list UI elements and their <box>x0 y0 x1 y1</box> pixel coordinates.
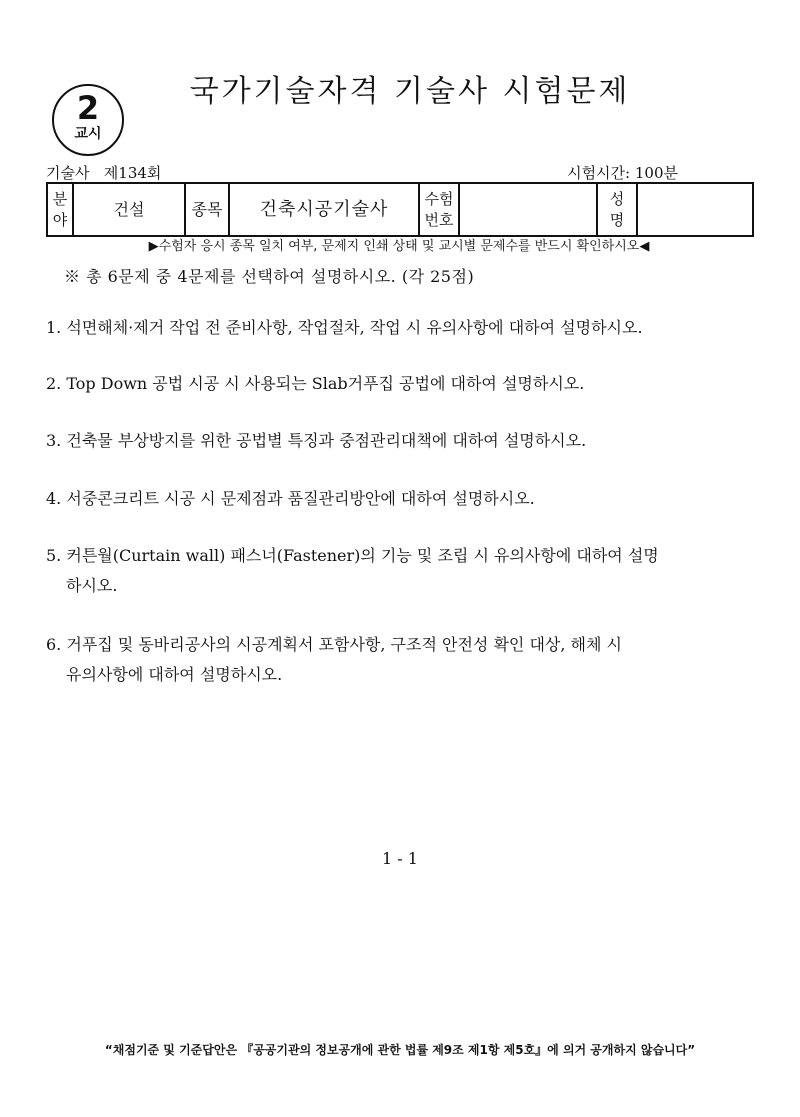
question-3 <box>46 426 752 456</box>
question-number: 4. <box>46 489 62 508</box>
notice-banner: ▶수험자 응시 종목 일치 여부, 문제지 인쇄 상태 및 교시별 문제수를 반드시 확인하시오◀ <box>148 239 650 254</box>
question-text-continued: 하시오. <box>66 576 118 595</box>
instruction: ※ 총 6문제 중 4문제를 선택하여 설명하시오. (각 25점) <box>64 267 475 286</box>
category-value: 건축시공기술사 <box>229 183 419 236</box>
name-field[interactable] <box>637 183 753 236</box>
question-1 <box>46 313 752 343</box>
question-4 <box>46 484 752 514</box>
field-value: 건설 <box>73 183 185 236</box>
name-label: 성 명 <box>597 183 637 236</box>
question-number: 2. <box>46 374 62 393</box>
question-text: 서중콘크리트 시공 시 문제점과 품질관리방안에 대하여 설명하시오. <box>66 489 535 508</box>
exam-time <box>567 163 678 183</box>
question-text: 건축물 부상방지를 위한 공법별 특징과 중점관리대책에 대하여 설명하시오. <box>66 431 587 450</box>
exam-time-label: 시험시간: <box>567 164 631 182</box>
question-text: 커튼월(Curtain wall) 패스너(Fastener)의 기능 및 조립 시 유의사항에 대하여 설명 <box>66 546 659 565</box>
field-label: 분 야 <box>47 183 73 236</box>
page-title: 국가기술자격 기술사 시험문제 <box>189 74 631 109</box>
question-number: 6. <box>46 635 62 654</box>
question-number: 5. <box>46 546 62 565</box>
category-label: 종목 <box>185 183 229 236</box>
session-badge <box>52 84 124 156</box>
question-number: 3. <box>46 431 62 450</box>
exam-time-value: 100분 <box>634 164 678 182</box>
exam-info-table <box>46 182 754 237</box>
question-number: 1. <box>46 318 62 337</box>
question-text: 거푸집 및 동바리공사의 시공계획서 포함사항, 구조적 안전성 확인 대상, 해체 시 <box>66 635 622 654</box>
question-text: 석면해체·제거 작업 전 준비사항, 작업절차, 작업 시 유의사항에 대하여 설명하시오. <box>66 318 643 337</box>
footer-disclaimer: “채점기준 및 기준답안은 『공공기관의 정보공개에 관한 법률 제9조 제1항 제5호』에 의거 공개하지 않습니다” <box>104 1043 696 1057</box>
session-number: 2 <box>76 89 100 127</box>
exam-number-label: 수험 번호 <box>419 183 459 236</box>
question-text: Top Down 공법 시공 시 사용되는 Slab거푸집 공법에 대하여 설명하시오. <box>66 374 585 393</box>
page-number: 1 - 1 <box>382 849 418 868</box>
question-text-continued: 유의사항에 대하여 설명하시오. <box>66 665 283 684</box>
question-2 <box>46 369 752 399</box>
question-6 <box>46 630 752 690</box>
exam-kind: 기술사 <box>46 164 90 182</box>
question-5 <box>46 541 752 601</box>
exam-number-field[interactable] <box>459 183 597 236</box>
exam-round-number: 제134회 <box>103 164 162 182</box>
session-unit: 교시 <box>74 126 102 142</box>
exam-round <box>46 163 161 183</box>
